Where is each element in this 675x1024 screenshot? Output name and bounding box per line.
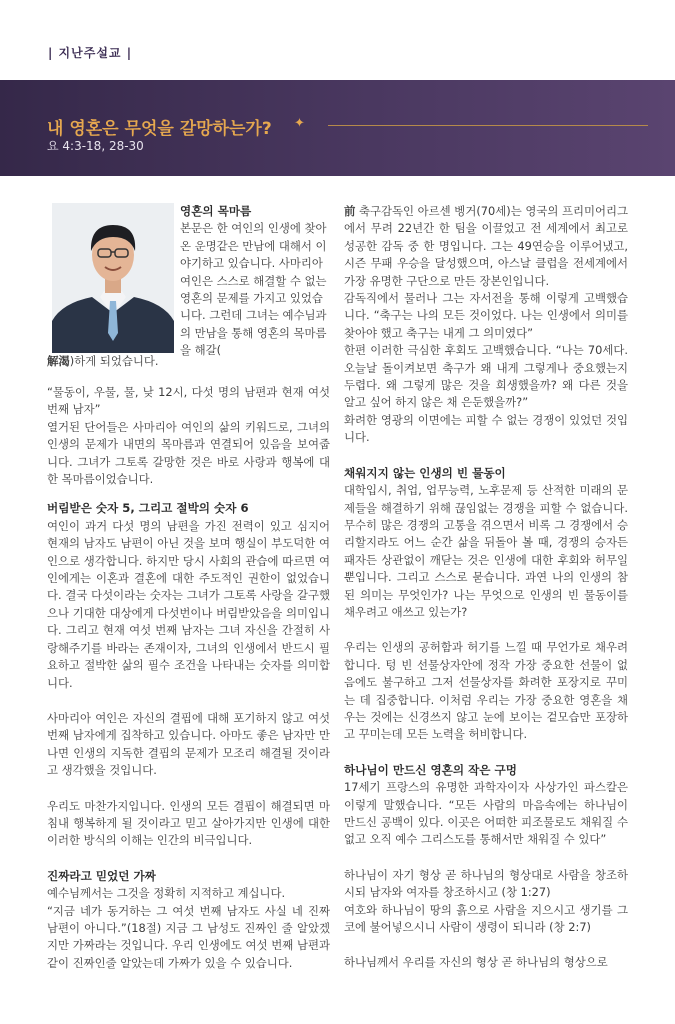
paragraph: 하나님께서 우리를 자신의 형상 곧 하나님의 형상으로 (344, 955, 608, 970)
star-icon: ✦ (294, 116, 305, 131)
lead-tail-text: )하게 되었습니다. (69, 354, 159, 368)
title-divider (328, 125, 648, 126)
paragraph: 우리는 인생의 공허함과 허기를 느낄 때 무언가로 채우려 합니다. 텅 빈 선물상자안에 정작 가장 중요한 선물이 없음에도 불구하고 그저 선물상자를 화려한 포장지로 꾸미는 데 집중합니다. 이처럼 우리는 가장 중요한 영혼을 채우는 것에는 신경쓰지 않고 눈에 보이는 겉모습만 포장하고 꾸미는데 모든 노력을 허비합니다. (344, 640, 628, 742)
paragraph: 17세기 프랑스의 유명한 과학자이자 사상가인 파스칼은 이렇게 말했습니다. “모든 사람의 마음속에는 하나님이 만드신 공백이 있다. 이곳은 어떠한 피조물로도 채워질 수 없고 오직 예수 그리스도를 통해서만 채워질 수 있다” (344, 780, 628, 847)
paragraph: 한편 이러한 극심한 후회도 고백했습니다. “나는 70세다. 오늘날 돌이켜보면 축구가 왜 내게 그렇게나 중요했는지 두렵다. 왜 그렇게 많은 것을 희생했을까? 왜 다른 것을 알고 싶어 하지 않은 채 은둔했을까?” (344, 343, 628, 410)
heading-empty-jar: 채워지지 않는 인생의 빈 물동이 (344, 465, 506, 480)
heading-small-hole: 하나님이 만드신 영혼의 작은 구멍 (344, 762, 517, 777)
paragraph (344, 203, 628, 290)
paragraph: 감독직에서 물러나 그는 자서전을 통해 이렇게 고백했습니다. “축구는 나의 모든 것이었다. 나는 인생에서 의미를 찾아야 했고 축구는 내게 그 의미였다” (344, 291, 628, 340)
lead-hanja: 解渴 (47, 354, 70, 368)
heading-fake: 진짜라고 믿었던 가짜 (47, 868, 156, 883)
heading-thirst: 영혼의 목마름 (180, 204, 252, 218)
paragraph-text: 축구감독인 아르센 벵거(70세)는 영국의 프리미어리그에서 무려 22년간 한 팀을 이끌었고 전 세계에서 최고로 성공한 감독 중 한 명입니다. 그는 49연승을 이루어냈고, 시즌 무패 우승을 달성했으며, 아스날 클럽을 전세계에서 가장 유명한 구단으로 만든 장본인입니다. (344, 204, 628, 288)
left-column (47, 384, 330, 984)
section-label: | 지난주설교 | (48, 46, 133, 60)
hanja-prefix: 前 (344, 204, 356, 218)
paragraph: 여인이 과거 다섯 명의 남편을 가진 전력이 있고 심지어 현재의 남자도 남편이 아닌 것을 보며 행실이 부도덕한 여인으로 생각합니다. 하지만 당시 사회의 관습에 따르면 여인에게는 이혼과 결혼에 대한 주도적인 권한이 없었습니다. 결국 다섯이라는 숫자는 그녀가 그토록 사랑을 갈구했으나 기대한 대상에게 다섯번이나 버림받았음을 의미입니다. 그리고 현재 여섯 번째 남자는 그녀 자신을 간절히 사랑해주기를 바라는 존재이자, 그녀의 인생에서 반드시 필요하고 절박한 삶의 필수 조건을 나타내는 숫자를 의미합니다. (47, 518, 330, 690)
paragraph: 대학입시, 취업, 업무능력, 노후문제 등 산적한 미래의 문제들을 해결하기 위해 끊임없는 경쟁을 피할 수 없습니다. 무수히 많은 경쟁의 고통을 겪으면서 비록 그 경쟁에서 승리할지라도 어느 순간 삶을 뒤돌아 볼 때, 경쟁의 승자든 패자든 상관없이 깨닫는 것은 인생에 대한 후회와 허무일 뿐입니다. 그리고 스스로 묻습니다. 과연 나의 인생의 참된 의미는 무엇인가? 나는 무엇으로 인생의 빈 물동이를 채우려고 애쓰고 있는가? (344, 483, 628, 619)
keywords-quote: “물동이, 우물, 물, 낮 12시, 다섯 명의 남편과 현재 여섯 번째 남자” (47, 385, 330, 417)
pastor-portrait (52, 203, 174, 353)
lead-paragraph: 본문은 한 여인의 인생에 찾아온 운명같은 만남에 대해서 이야기하고 있습니다. 사마리아 여인은 스스로 해결할 수 없는 영혼의 문제를 가지고 있었습니다. 그런데 그녀는 예수님과의 만남을 통해 영혼의 목마름을 해갈( (180, 221, 327, 358)
heading-numbers: 버림받은 숫자 5, 그리고 절박의 숫자 6 (47, 501, 249, 516)
sermon-title: 내 영혼은 무엇을 갈망하는가? (47, 119, 272, 139)
pastor-photo (52, 203, 174, 353)
paragraph: 화려한 영광의 이면에는 피할 수 없는 경쟁이 있었던 것입니다. (344, 412, 628, 445)
right-column (344, 203, 628, 984)
paragraph: 예수님께서는 그것을 정확히 지적하고 계십니다. (47, 886, 286, 901)
lead-block (180, 203, 330, 360)
scripture-quote: 여호와 하나님이 땅의 흙으로 사람을 지으시고 생기를 그 코에 불어넣으시니 사람이 생령이 되니라 (창 2:7) (344, 902, 628, 935)
scripture-reference: 요 4:3-18, 28-30 (47, 139, 144, 153)
paragraph: “지금 네가 동거하는 그 여섯 번째 남자도 사실 네 진짜 남편이 아니다.”(18절) 지금 그 남성도 진짜인 줄 알았겠지만 가짜라는 것입니다. 우리 인생에도 여섯 번째 남편과 같이 진짜인줄 알았는데 가짜가 있을 수 있습니다. (47, 903, 330, 970)
lead-tail (47, 353, 330, 370)
scripture-quote: 하나님이 자기 형상 곧 하나님의 형상대로 사람을 창조하시되 남자와 여자를 창조하시고 (창 1:27) (344, 867, 628, 900)
paragraph: 사마리아 여인은 자신의 결핍에 대해 포기하지 않고 여섯번째 남자에게 집착하고 있습니다. 아마도 좋은 남자만 만나면 인생의 지독한 결핍의 문제가 모조리 해결될 것이라고 생각했을 것입니다. (47, 710, 330, 778)
paragraph: 우리도 마찬가지입니다. 인생의 모든 결핍이 해결되면 마침내 행복하게 될 것이라고 믿고 살아가지만 인생에 대한 이러한 방식의 이해는 인간의 비극입니다. (47, 798, 330, 848)
paragraph: 열거된 단어들은 사마리아 여인의 삶의 키워드로, 그녀의 인생의 문제가 내면의 목마름과 연결되어 있음을 보여줍니다. 그녀가 그토록 갈망한 것은 바로 사랑과 행복에 대한 목마름이었습니다. (47, 419, 330, 487)
